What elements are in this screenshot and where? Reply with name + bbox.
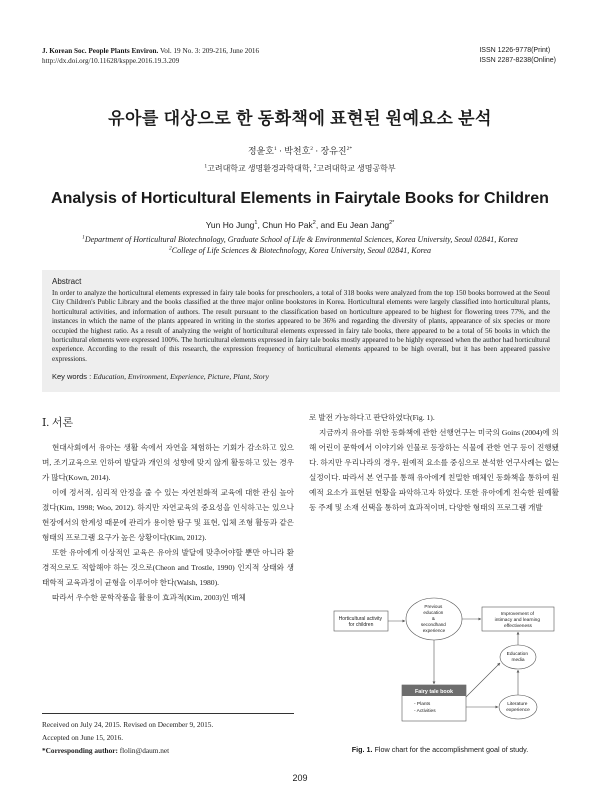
issn-block	[479, 46, 556, 66]
english-authors	[0, 220, 600, 230]
flow-box-education-media-text: Education media	[506, 652, 528, 663]
korean-authors	[0, 144, 600, 157]
journal-volume: Vol. 19 No. 3: 209-216, June 2016	[160, 47, 260, 55]
affil-en-1-sup: 1	[82, 234, 85, 241]
corresponding-label: *Corresponding author:	[42, 746, 118, 755]
author-en-1-sup: 1	[254, 220, 258, 227]
left-column	[42, 410, 294, 605]
korean-affiliation	[0, 163, 600, 174]
flow-box-activity-text: Horticultural activity for children	[338, 616, 382, 628]
flow-box-previous-education-text: Previous education & secondhand experience	[420, 604, 446, 633]
issn-print: ISSN 1226-9778(Print)	[479, 47, 551, 54]
affil-en-2: College of Life Sciences & Biotechnology, Korea University, Seoul 02841, Korea	[171, 246, 431, 255]
author-en-2: , Chun Ho Pak	[257, 220, 313, 230]
author-2: 박천호	[284, 146, 311, 156]
doi-link[interactable]: http://dx.doi.org/10.11628/ksppe.2016.19.3.209	[42, 57, 180, 65]
flow-box-fairy-tale-items: - Plants - Activities	[414, 702, 436, 714]
keywords-label: Key words :	[52, 372, 92, 382]
author-2-sup: 2	[310, 146, 314, 152]
author-en-1: Yun Ho Jung	[205, 220, 255, 230]
affil-2-sup: 2	[313, 163, 317, 170]
english-affiliation	[0, 234, 600, 256]
abstract-heading: Abstract	[52, 277, 82, 286]
right-paragraph-2: 지금까지 유아를 위한 동화책에 관한 선행연구는 미국의 Goins (2004)에 의해 어린이 문학에서 이야기와 인물로 등장하는 식물에 관한 연구 등이 진행됐다. 하지만 우리나라의 경우, 원예적 요소를 중심으로 분석한 연구사례는 없는 실정이다. 따라서 본 연구를 통해 유아에게 친밀한 매체인 동화책을 통하여 원예적 요소가 표현된 현황을 파악하고자 하였다. 또한 유아에게 친숙한 원예활동 주제 및 소재 선택을 통하여 효과적이며, 다양한 형태의 프로그램 개발	[309, 428, 559, 512]
flow-box-literature-text: Literature experience	[506, 702, 530, 713]
journal-name: J. Korean Soc. People Plants Environ.	[42, 47, 159, 55]
keywords-values: Education, Environment, Experience, Picture, Plant, Story	[93, 372, 269, 382]
author-1: 정윤호	[247, 146, 274, 156]
issn-online: ISSN 2287-8238(Online)	[479, 57, 556, 64]
affil-en-2-sup: 2	[169, 245, 172, 252]
author-en-3-sup: 2*	[389, 220, 395, 227]
flow-box-literature	[499, 695, 537, 719]
figure-caption-text: Flow chart for the accomplishment goal of study.	[374, 745, 529, 754]
affil-en-1: Department of Horticultural Biotechnology, Graduate School of Life & Environmental Sciences, Korea University, Seoul 02841, Korea	[84, 235, 518, 244]
affil-1-sup: 1	[204, 163, 208, 170]
received-date: Received on July 24, 2015. Revised on December 9, 2015.	[42, 720, 214, 729]
intro-paragraph-2: 이에 정서적, 심리적 안정을 줄 수 있는 자연친화적 교육에 대한 관심 높아졌다(Kim, 1998; Woo, 2012). 하지만 자연교육의 중요성을 인식하고는 있으나 현장에서의 한계성 때문에 관리가 용이한 탐구 및 표현, 입체 조형 활동과 같은 형태의 프로그램 요구가 높은 상황이다(Kim, 2012).	[42, 488, 294, 542]
sep: ·	[276, 146, 285, 156]
author-en-3: , and Eu Jean Jang	[315, 220, 390, 230]
affil-1: 고려대학교 생명환경과학대학,	[207, 164, 312, 173]
figure-caption-label: Fig. 1.	[351, 745, 373, 754]
flow-box-improvement-text: Improvement of intimacy and learning effectiveness	[494, 612, 540, 629]
section-heading-intro: Ⅰ. 서론	[42, 417, 74, 429]
sep: ·	[313, 146, 321, 156]
affil-2: 고려대학교 생명공학부	[316, 164, 396, 173]
journal-header	[42, 46, 259, 66]
intro-paragraph-1: 현대사회에서 유아는 생활 속에서 자연을 체험하는 기회가 감소하고 있으며, 조기교육으로 인하여 발달과 개인의 성향에 맞지 않게 활동하고 있는 경우가 많다(Kown, 2014).	[42, 443, 294, 482]
intro-paragraph-3: 또한 유아에게 이상적인 교육은 유아의 발달에 맞추어야할 뿐만 아니라 환경적으로도 적합해야 하는 것으로(Cheon and Trostle, 1990) 인지적 상태와 생태학적 교육과정이 균형을 이루어야 한다(Walsh, 1980).	[42, 548, 294, 587]
abstract-box	[42, 270, 560, 392]
flow-box-fairy-tale-title: Fairy tale book	[414, 689, 454, 695]
author-3: 장유진	[320, 146, 347, 156]
flow-box-education-media	[500, 645, 536, 669]
right-paragraph-1: 로 발전 가능하다고 판단하였다(Fig. 1).	[309, 413, 435, 422]
keywords	[52, 372, 550, 381]
author-3-sup: 2*	[346, 146, 353, 152]
abstract-body: In order to analyze the horticultural elements expressed in fairy tale books for preschoolers, a total of 318 books were analyzed from the top 150 books borrowed at the Seoul City Children's Public Library and the books classified at the three major online bookstores in Korea. Horticultural elements were largely classified into horticultural plants, horticultural activities, and information of authors. The result pursuant to the classification based on horticulture appeared to be highest for flowering trees 77%, and the instances in which the name of the plants appeared in writing in the stories appeared to be 36% and regarding the diversity of plants, appearance of six species or more occupied the highest ratio. As a result of analyzing the weight of horticultural elements expressed in fairy tale books, there appeared to be a total of 56 books in which the horticultural elements were expressed 100%. The horticultural elements expressed in fairy tale books mostly appeared to be highly expressed when the author had horticultural experience. According to the result of this research, the expression frequency of horticultural elements appeared to be high overall, but it has been appeared passive expressions.	[52, 289, 550, 363]
english-title: Analysis of Horticultural Elements in Fairytale Books for Children	[51, 190, 549, 207]
corresponding-email[interactable]: flolin@daum.net	[119, 746, 170, 755]
footnote	[42, 713, 294, 757]
figure-caption	[320, 745, 560, 754]
page-number: 209	[292, 773, 308, 783]
author-1-sup: 1	[273, 146, 277, 152]
accepted-date: Accepted on June 15, 2016.	[42, 733, 124, 742]
flow-chart	[330, 595, 560, 730]
intro-paragraph-4: 따라서 우수한 문학작품을 활용이 효과적(Kim, 2003)인 매체	[52, 593, 246, 602]
right-column	[309, 410, 559, 515]
flow-arrow	[466, 663, 500, 697]
korean-title: 유아를 대상으로 한 동화책에 표현된 원예요소 분석	[108, 109, 492, 128]
author-en-2-sup: 2	[312, 220, 316, 227]
